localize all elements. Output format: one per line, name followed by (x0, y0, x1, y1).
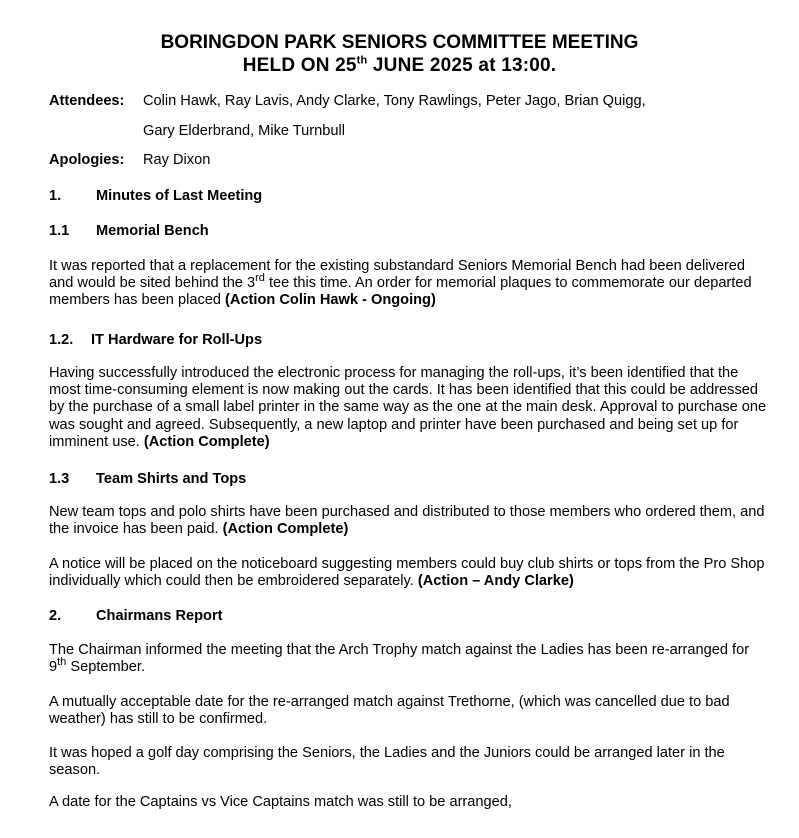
paragraph-text: It was reported that a replacement for the existing substandard Seniors Memorial Bench had been delivered and would be sited behind the 3 (49, 258, 746, 292)
paragraph-text: A notice will be placed on the noticeboard suggesting members could buy club shirts or tops from the Pro Shop individually which could then be embroidered separately. (49, 556, 765, 590)
action-note: (Action Complete) (222, 521, 349, 538)
section-number: 1.1 (49, 223, 70, 239)
team-shirts-paragraph-1 (49, 504, 769, 538)
paragraph-text: New team tops and polo shirts have been purchased and distributed to those members who ordered them, and the invoice has been paid. (49, 504, 765, 538)
section-title: Team Shirts and Tops (96, 471, 247, 487)
chairmans-report-paragraph-3: It was hoped a golf day comprising the Seniors, the Ladies and the Juniors could be arranged later in the season. (49, 745, 725, 779)
section-title: Memorial Bench (96, 223, 209, 239)
attendees-row (49, 92, 646, 110)
chairmans-report-paragraph-2: A mutually acceptable date for the re-arranged match against Trethorne, (which was cancelled due to bad weather) has still to be confirmed. (49, 694, 730, 728)
attendees-label: Attendees: (49, 93, 125, 109)
section-1-2-heading (49, 331, 262, 349)
section-1-3-heading (49, 470, 246, 488)
section-2-heading (49, 607, 223, 625)
paragraph-text: Having successfully introduced the electronic process for managing the roll-ups, it’s been identified that the most time-consuming element is now making out the cards. It has been identified that this could be addressed by the purchase of a small label printer in the same way as the one at the main desk. Approval to purchase one was sought and agreed. Subsequently, a new laptop and printer have been purchased and being set up for imminent use. (49, 365, 767, 450)
paragraph-text: September. (66, 659, 146, 676)
action-note: (Action Complete) (143, 433, 270, 450)
section-1-heading (49, 187, 262, 205)
paragraph-text: The Chairman informed the meeting that the Arch Trophy match against the Ladies has been re-arranged for 9 (49, 642, 750, 676)
team-shirts-paragraph-2 (49, 556, 769, 590)
section-number: 1.2. (49, 332, 74, 348)
section-1-1-heading (49, 222, 209, 240)
apologies-row (49, 151, 210, 169)
ordinal-sup: rd (255, 272, 265, 285)
section-title: Minutes of Last Meeting (96, 188, 263, 204)
action-note: (Action – Andy Clarke) (417, 573, 574, 590)
apologies-value: Ray Dixon (143, 152, 211, 168)
memorial-bench-paragraph (49, 258, 769, 310)
date-suffix: JUNE 2025 at 13:00. (367, 55, 557, 76)
section-number: 2. (49, 608, 62, 624)
attendees-list-line2: Gary Elderbrand, Mike Turnbull (143, 123, 345, 139)
date-prefix: HELD ON 25 (242, 55, 357, 76)
section-title: IT Hardware for Roll-Ups (91, 332, 263, 348)
section-number: 1. (49, 188, 62, 204)
paragraph-text: tee this time. An order for memorial plaques to commemorate our departed members has been placed (49, 275, 752, 309)
action-note: (Action Colin Hawk - Ongoing) (225, 292, 436, 309)
it-hardware-paragraph (49, 365, 769, 451)
section-number: 1.3 (49, 471, 70, 487)
apologies-label: Apologies: (49, 152, 125, 168)
ordinal-sup: th (57, 656, 67, 669)
date-ordinal: th (356, 54, 368, 67)
document-title: BORINGDON PARK SENIORS COMMITTEE MEETING (160, 32, 639, 53)
attendees-list-line1: Colin Hawk, Ray Lavis, Andy Clarke, Tony Rawlings, Peter Jago, Brian Quigg, (143, 93, 646, 109)
chairmans-report-paragraph-1 (49, 642, 769, 676)
meeting-date-heading (0, 55, 799, 77)
section-title: Chairmans Report (96, 608, 223, 624)
chairmans-report-paragraph-4: A date for the Captains vs Vice Captains match was still to be arranged, (49, 794, 512, 810)
